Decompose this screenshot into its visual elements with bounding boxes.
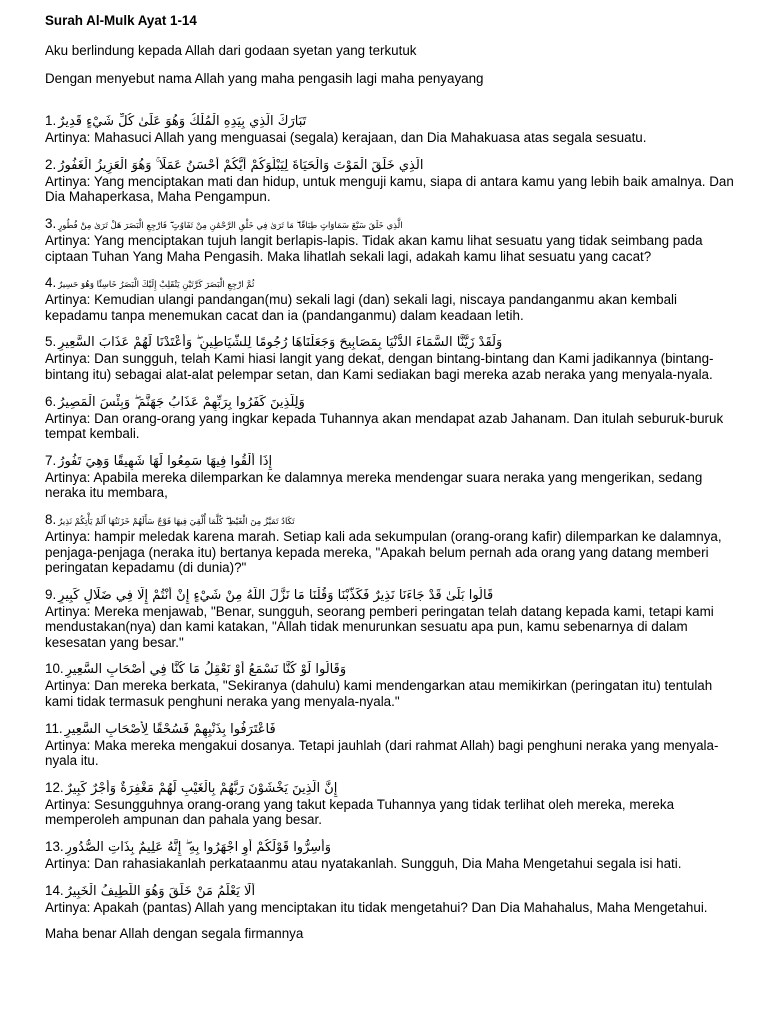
verse-item [45, 512, 735, 576]
verse-number: 12. [45, 779, 64, 795]
verse-header [45, 839, 735, 856]
meaning-text: Dan orang-orang yang ingkar kepada Tuhannya akan mendapat azab Jahanam. Dan itulah seburuk-buruk tempat kembali. [45, 410, 724, 442]
verse-header [45, 721, 735, 738]
verse-meaning [45, 797, 735, 828]
verse-arabic-text: الَّذِي خَلَقَ الْمَوْتَ وَالْحَيَاةَ لِيَبْلُوَكُمْ أَيُّكُمْ أَحْسَنُ عَمَلًا ۚ وَهُوَ الْعَزِيزُ الْغَفُورُ [58, 157, 424, 173]
meaning-prefix: Artinya: [45, 678, 95, 694]
verse-number: 8. [45, 511, 57, 527]
verse-number: 2. [45, 156, 57, 172]
verse-number: 11. [45, 720, 63, 736]
verse-number: 7. [45, 452, 57, 468]
verse-header [45, 113, 735, 130]
document-title: Surah Al-Mulk Ayat 1-14 [45, 13, 197, 28]
meaning-prefix: Artinya: [45, 130, 95, 146]
verse-header [45, 883, 735, 900]
verse-item [45, 721, 735, 769]
verse-number: 10. [45, 661, 64, 677]
meaning-text: hampir meledak karena marah. Setiap kali ada sekumpulan (orang-orang kafir) dilemparkan ke dalamnya, penjaga-penjaga (neraka itu) bertanya kepada mereka, "Apakah belum pernah ada orang yang datang memberi peringatan kepadamu (di dunia)?" [45, 528, 722, 576]
verse-header [45, 512, 735, 529]
verse-arabic-text: قَالُوا بَلَىٰ قَدْ جَاءَنَا نَذِيرٌ فَكَذَّبْنَا وَقُلْنَا مَا نَزَّلَ اللَّهُ مِنْ شَيْءٍ إِنْ أَنْتُمْ إِلَّا فِي ضَلَالٍ كَبِيرٍ [58, 587, 494, 603]
verse-header [45, 453, 735, 470]
verse-arabic-text: وَقَالُوا لَوْ كُنَّا نَسْمَعُ أَوْ نَعْقِلُ مَا كُنَّا فِي أَصْحَابِ السَّعِيرِ [65, 662, 347, 678]
closing-text: Maha benar Allah dengan segala firmannya [45, 926, 304, 942]
verse-meaning [45, 174, 735, 205]
verse-number: 9. [45, 586, 57, 602]
verse-header [45, 334, 735, 351]
verse-number: 3. [45, 215, 57, 231]
meaning-text: Dan mereka berkata, "Sekiranya (dahulu) kami mendengarkan atau memikirkan (peringatan itu) tentulah kami tidak termasuk penghuni neraka yang menyala-nyala." [45, 678, 713, 710]
verse-item [45, 661, 735, 709]
verse-meaning [45, 292, 735, 323]
meaning-prefix: Artinya: [45, 856, 95, 872]
meaning-text: Yang menciptakan mati dan hidup, untuk menguji kamu, siapa di antara kamu yang lebih baik amalnya. Dan Dia Mahaperkasa, Maha Pengampun. [45, 173, 734, 205]
document-page [45, 13, 735, 942]
verse-item [45, 216, 735, 264]
meaning-prefix: Artinya: [45, 528, 95, 544]
verse-arabic-text: تَكَادُ تَمَيَّزُ مِنَ الْغَيْظِ ۖ كُلَّمَا أُلْقِيَ فِيهَا فَوْجٌ سَأَلَهُمْ خَزَنَتُهَا أَلَمْ يَأْتِكُمْ نَذِيرٌ [58, 516, 295, 527]
meaning-prefix: Artinya: [45, 173, 94, 189]
basmalah-text: Dengan menyebut nama Allah yang maha pengasih lagi maha penyayang [45, 70, 484, 86]
verse-meaning [45, 233, 735, 264]
verse-meaning [45, 856, 735, 872]
verse-meaning [45, 529, 735, 576]
verse-header [45, 216, 735, 233]
verse-arabic-text: وَأَسِرُّوا قَوْلَكُمْ أَوِ اجْهَرُوا بِهِ ۖ إِنَّهُ عَلِيمٌ بِذَاتِ الصُّدُورِ [65, 840, 332, 856]
verse-meaning [45, 411, 735, 442]
verse-list [45, 113, 735, 915]
meaning-text: Sesungguhnya orang-orang yang takut kepada Tuhannya yang tidak terlihat oleh mereka, mereka memperoleh ampunan dan pahala yang besar. [45, 796, 675, 828]
verse-arabic-text: أَلَا يَعْلَمُ مَنْ خَلَقَ وَهُوَ اللَّطِيفُ الْخَبِيرُ [65, 883, 256, 899]
verse-meaning [45, 351, 735, 382]
verse-number: 5. [45, 334, 57, 350]
verse-number: 14. [45, 882, 64, 898]
meaning-prefix: Artinya: [45, 603, 95, 619]
meaning-prefix: Artinya: [45, 410, 95, 426]
meaning-text: Mahasuci Allah yang menguasai (segala) kerajaan, dan Dia Mahakuasa atas segala sesuatu. [94, 130, 647, 146]
meaning-prefix: Artinya: [45, 469, 94, 485]
meaning-text: Apabila mereka dilemparkan ke dalamnya mereka mendengar suara neraka yang mengerikan, sedang neraka itu membara, [45, 469, 703, 501]
meaning-text: Maka mereka mengakui dosanya. Tetapi jauhlah (dari rahmat Allah) bagi penghuni neraka yang menyala-nyala itu. [45, 737, 719, 769]
verse-header [45, 661, 735, 678]
verse-arabic-text: الَّذِي خَلَقَ سَبْعَ سَمَاوَاتٍ طِبَاقًا ۖ مَا تَرَىٰ فِي خَلْقِ الرَّحْمَٰنِ مِنْ تَفَاوُتٍ ۖ فَارْجِعِ الْبَصَرَ هَلْ تَرَىٰ مِنْ فُطُورٍ [58, 220, 403, 231]
verse-item [45, 839, 735, 872]
meaning-prefix: Artinya: [45, 351, 95, 367]
meaning-text: Apakah (pantas) Allah yang menciptakan itu tidak mengetahui? Dan Dia Mahahalus, Maha Mengetahui. [93, 899, 708, 915]
verse-meaning [45, 130, 735, 146]
verse-arabic-text: ثُمَّ ارْجِعِ الْبَصَرَ كَرَّتَيْنِ يَنْقَلِبْ إِلَيْكَ الْبَصَرُ خَاسِئًا وَهُوَ حَسِيرٌ [58, 280, 255, 291]
meaning-prefix: Artinya: [45, 292, 95, 308]
verse-meaning [45, 678, 735, 709]
meaning-text: Dan sungguh, telah Kami hiasi langit yang dekat, dengan bintang-bintang dan Kami jadikannya (bintang-bintang itu) sebagai alat-alat pelempar setan, dan Kami sediakan bagi mereka azab neraka yang menyala-nyala. [45, 351, 714, 382]
verse-number: 4. [45, 275, 57, 291]
verse-meaning [45, 470, 735, 501]
verse-header [45, 587, 735, 604]
verse-arabic-text: وَلِلَّذِينَ كَفَرُوا بِرَبِّهِمْ عَذَابُ جَهَنَّمَ ۖ وَبِئْسَ الْمَصِيرُ [58, 394, 305, 410]
meaning-prefix: Artinya: [45, 796, 95, 812]
verse-header [45, 275, 735, 292]
meaning-prefix: Artinya: [45, 232, 94, 248]
verse-item [45, 113, 735, 146]
verse-arabic-text: تَبَارَكَ الَّذِي بِيَدِهِ الْمُلْكُ وَهُوَ عَلَىٰ كُلِّ شَيْءٍ قَدِيرٌ [58, 114, 307, 130]
verse-arabic-text: إِذَا أُلْقُوا فِيهَا سَمِعُوا لَهَا شَهِيقًا وَهِيَ تَفُورُ [58, 453, 273, 469]
meaning-prefix: Artinya: [45, 737, 95, 753]
verse-item [45, 453, 735, 501]
verse-meaning [45, 738, 735, 769]
verse-item [45, 157, 735, 205]
meaning-prefix: Artinya: [45, 899, 94, 915]
verse-meaning [45, 900, 735, 916]
verse-number: 6. [45, 393, 57, 409]
verse-item [45, 394, 735, 442]
verse-item [45, 334, 735, 382]
meaning-text: Mereka menjawab, "Benar, sungguh, seorang pemberi peringatan telah datang kepada kami, tetapi kami mendustakan(nya) dan kami katakan, "Allah tidak menurunkan sesuatu apa pun, kamu sebenarnya di dalam kesesatan yang besar." [45, 603, 714, 650]
verse-header [45, 780, 735, 797]
verse-header [45, 157, 735, 174]
verse-item [45, 587, 735, 651]
meaning-text: Dan rahasiakanlah perkataanmu atau nyatakanlah. Sungguh, Dia Maha Mengetahui segala isi hati. [94, 856, 682, 872]
taawudz-text: Aku berlindung kepada Allah dari godaan syetan yang terkutuk [45, 43, 417, 58]
verse-number: 1. [45, 113, 57, 129]
verse-number: 13. [45, 839, 64, 855]
verse-arabic-text: إِنَّ الَّذِينَ يَخْشَوْنَ رَبَّهُمْ بِالْغَيْبِ لَهُمْ مَغْفِرَةٌ وَأَجْرٌ كَبِيرٌ [65, 780, 338, 796]
meaning-text: Kemudian ulangi pandangan(mu) sekali lagi (dan) sekali lagi, niscaya pandanganmu akan kembali kepadamu tanpa menemukan cacat dan ia (pandanganmu) dalam keadaan letih. [45, 292, 677, 323]
verse-item [45, 883, 735, 916]
meaning-text: Yang menciptakan tujuh langit berlapis-lapis. Tidak akan kamu lihat sesuatu yang tidak seimbang pada ciptaan Tuhan Yang Maha Pengasih. Maka lihatlah sekali lagi, adakah kamu lihat sesuatu yang cacat? [45, 232, 703, 264]
verse-arabic-text: وَلَقَدْ زَيَّنَّا السَّمَاءَ الدُّنْيَا بِمَصَابِيحَ وَجَعَلْنَاهَا رُجُومًا لِلشَّيَاطِينِ ۖ وَأَعْتَدْنَا لَهُمْ عَذَابَ السَّعِيرِ [58, 335, 503, 351]
verse-item [45, 780, 735, 828]
verse-header [45, 394, 735, 411]
verse-meaning [45, 604, 735, 651]
verse-arabic-text: فَاعْتَرَفُوا بِذَنْبِهِمْ فَسُحْقًا لِأَصْحَابِ السَّعِيرِ [64, 721, 276, 737]
verse-item [45, 275, 735, 323]
